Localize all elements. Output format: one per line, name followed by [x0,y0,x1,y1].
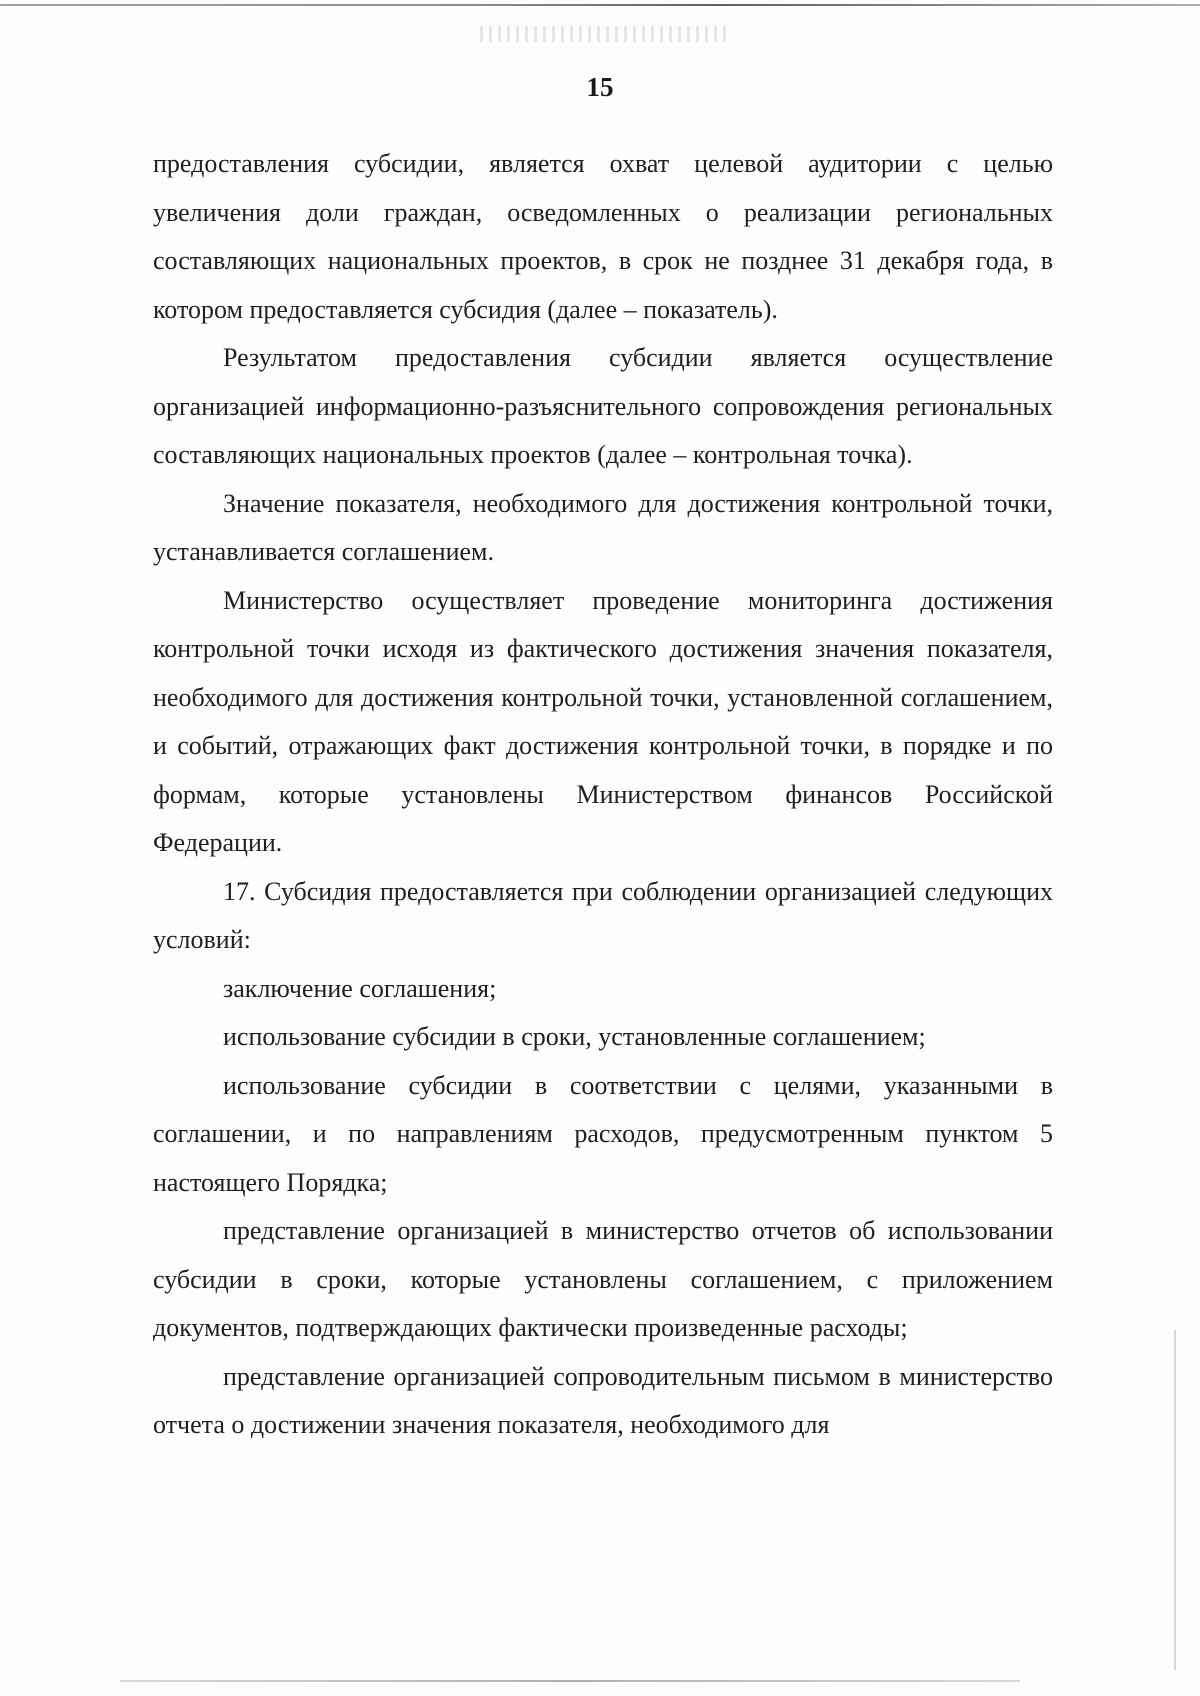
condition-item: заключение соглашения; [223,973,497,1003]
paragraph: предоставления субсидии, является охват целевой аудитории с целью увеличения доли граждан, осведомленных о реализации региональных составляющих национальных проектов, в срок не позднее 31 декабря года, в котором предоставляется субсидия (далее – показатель). [153,149,1053,324]
body-text [153,140,1053,1450]
paragraph-item-17: 17. Субсидия предоставляется при соблюдении организацией следующих условий: [153,876,1053,954]
paragraph: Результатом предоставления субсидии является осуществление организацией информационно-разъяснительного сопровождения региональных составляющих национальных проектов (далее – контрольная точка). [153,343,1053,469]
scan-artifact-right-edge [1174,1330,1176,1670]
paragraph: Значение показателя, необходимого для достижения контрольной точки, устанавливается соглашением. [153,488,1053,566]
condition-item: представление организацией в министерство отчетов об использовании субсидии в сроки, которые установлены соглашением, с приложением документов, подтверждающих фактически произведенные расходы; [153,1216,1053,1342]
condition-item: использование субсидии в сроки, установленные соглашением; [223,1022,926,1051]
scan-artifact-bottom-edge [120,1680,1020,1682]
paragraph: Министерство осуществляет проведение мониторинга достижения контрольной точки исходя из фактического достижения значения показателя, необходимого для достижения контрольной точки, установленной соглашением, и событий, отражающих факт достижения контрольной точки, в порядке и по формам, которые установлены Министерством финансов Российской Федерации. [153,585,1053,857]
scan-artifact-top-edge [0,4,1200,6]
condition-item: представление организацией сопроводительным письмом в министерство отчета о достижении значения показателя, необходимого для [153,1361,1053,1439]
condition-item: использование субсидии в соответствии с целями, указанными в соглашении, и по направлениям расходов, предусмотренным пунктом 5 настоящего Порядка; [153,1070,1053,1197]
scan-artifact-top-smudge [480,26,730,42]
page-number: 15 [586,72,614,102]
